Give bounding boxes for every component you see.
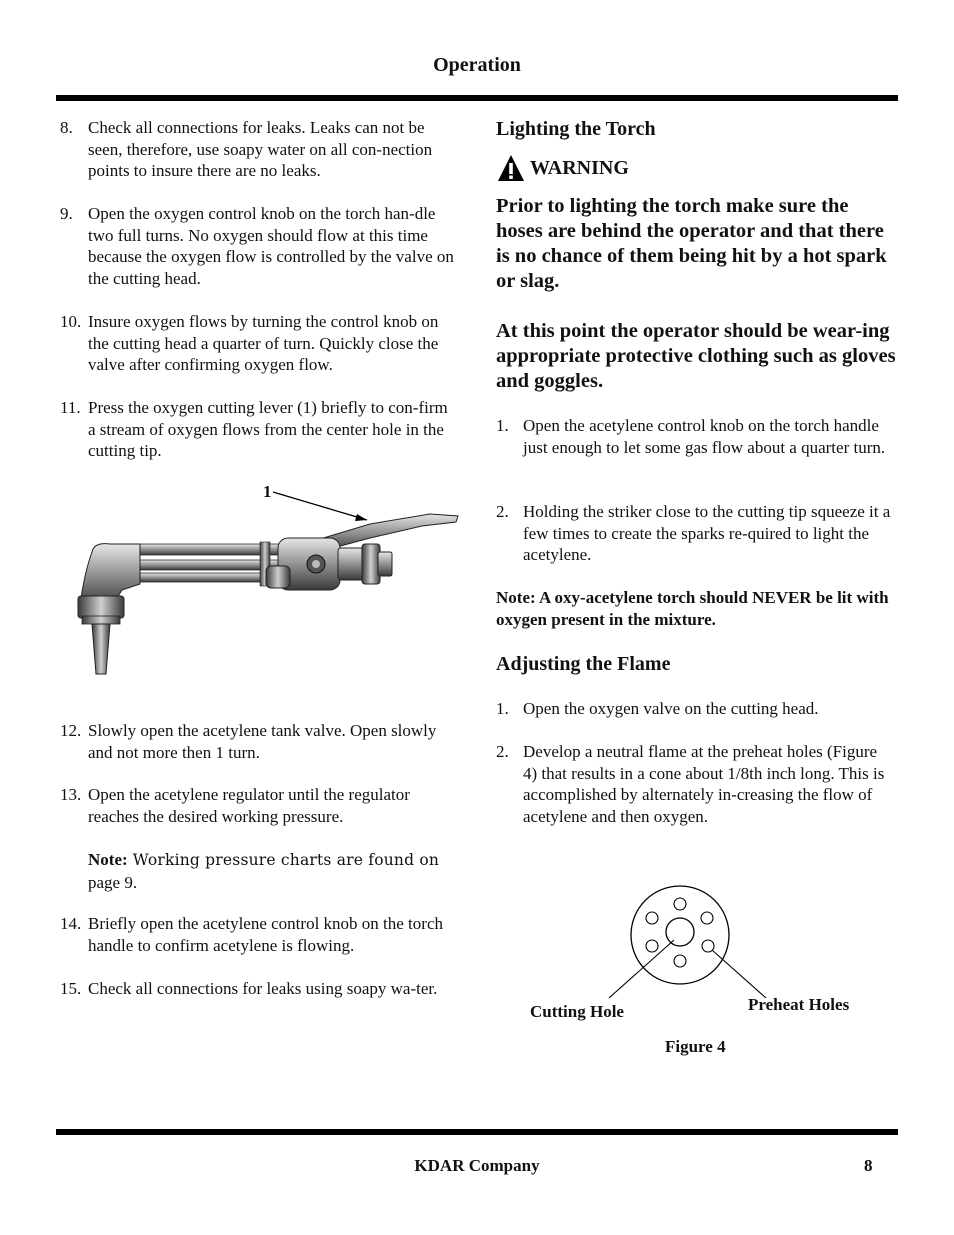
step-text: Insure oxygen flows by turning the control knob on the cutting head a quarter of turn. Quickly close the valve after confirming oxygen flow. bbox=[88, 312, 439, 375]
step-11 bbox=[60, 397, 455, 463]
step-number: 13. bbox=[60, 785, 82, 804]
step-text: Open the oxygen valve on the cutting head. bbox=[523, 699, 819, 718]
preheat-hole bbox=[646, 940, 658, 952]
step-text: Develop a neutral flame at the preheat holes (Figure 4) that results in a cone about 1/8th inch long. This is accomplished by alternately in-creasing the flow of acetylene and then oxygen. bbox=[523, 742, 885, 827]
step-number: 2. bbox=[496, 742, 509, 761]
step-15 bbox=[60, 978, 455, 1022]
preheat-hole bbox=[646, 912, 658, 924]
step-9 bbox=[60, 203, 455, 291]
lighting-step-2 bbox=[496, 501, 896, 567]
torch-callout-number: 1 bbox=[263, 482, 272, 501]
preheat-leader bbox=[712, 950, 766, 998]
warning-text: Prior to lighting the torch make sure the hoses are behind the operator and that there is no chance of them being hit by a hot spark or slag. bbox=[496, 195, 887, 292]
warning-label: WARNING bbox=[530, 156, 629, 179]
warning-title bbox=[496, 153, 629, 183]
step-10 bbox=[60, 311, 455, 377]
callout-arrowhead bbox=[355, 514, 367, 521]
cutting-hole-leader bbox=[609, 940, 674, 998]
tip-face-diagram bbox=[600, 880, 780, 1010]
step-number: 11. bbox=[60, 398, 81, 417]
step-13 bbox=[60, 784, 455, 828]
note-text: Working pressure charts are found on bbox=[127, 851, 440, 869]
step-number: 12. bbox=[60, 721, 82, 740]
footer-rule bbox=[56, 1129, 898, 1135]
lighting-heading: Lighting the Torch bbox=[496, 118, 656, 140]
cutting-hole bbox=[666, 918, 694, 946]
step-number: 1. bbox=[496, 416, 509, 435]
flame-step-2 bbox=[496, 741, 896, 829]
adjusting-flame-heading: Adjusting the Flame bbox=[496, 653, 671, 675]
warning-triangle-icon bbox=[496, 153, 526, 183]
footer-company: KDAR Company bbox=[414, 1156, 540, 1175]
preheat-hole bbox=[674, 898, 686, 910]
step-12 bbox=[60, 720, 455, 764]
step-text: Check all connections for leaks. Leaks can not be seen, therefore, use soapy water on all con-nection points to insure there are no leaks. bbox=[88, 118, 433, 181]
protective-clothing-text: At this point the operator should be wear-ing appropriate protective clothing such as gloves and goggles. bbox=[496, 320, 896, 392]
cutting-hole-label: Cutting Hole bbox=[530, 1002, 624, 1021]
preheat-holes-label: Preheat Holes bbox=[748, 995, 850, 1014]
step-number: 9. bbox=[60, 204, 73, 223]
note-label: Note: bbox=[88, 850, 128, 869]
step-text: Open the oxygen control knob on the torch han-dle two full turns. No oxygen should flow at this time because the oxygen flow is controlled by the valve on the cutting head. bbox=[88, 204, 454, 289]
step-text: Check all connections for leaks using soapy wa-ter. bbox=[88, 979, 438, 998]
preheat-hole bbox=[701, 912, 713, 924]
flame-step-1 bbox=[496, 698, 896, 720]
step-text: Briefly open the acetylene control knob on the torch handle to confirm acetylene is flowing. bbox=[88, 914, 443, 955]
step-text: Press the oxygen cutting lever (1) briefly to con-firm a stream of oxygen flows from the center hole in the cutting tip. bbox=[88, 398, 448, 461]
step-8 bbox=[60, 117, 455, 183]
step-number: 14. bbox=[60, 914, 82, 933]
tip-outline bbox=[631, 886, 729, 984]
step-number: 15. bbox=[60, 979, 82, 998]
lighting-step-1 bbox=[496, 415, 896, 481]
step-13-note bbox=[88, 849, 456, 893]
page-header-title: Operation bbox=[433, 54, 521, 76]
never-lit-note: Note: A oxy-acetylene torch should NEVER be lit with oxygen present in the mixture. bbox=[496, 588, 889, 629]
step-number: 8. bbox=[60, 118, 73, 137]
step-text: Holding the striker close to the cutting tip squeeze it a few times to create the sparks re-quired to light the acetylene. bbox=[523, 502, 891, 565]
page-number: 8 bbox=[864, 1156, 873, 1175]
callout-leader-line bbox=[273, 492, 367, 520]
step-number: 1. bbox=[496, 699, 509, 718]
preheat-hole bbox=[674, 955, 686, 967]
step-number: 10. bbox=[60, 312, 82, 331]
header-rule bbox=[56, 95, 898, 101]
step-14 bbox=[60, 913, 455, 957]
figure-caption: Figure 4 bbox=[665, 1037, 726, 1056]
step-text: Open the acetylene control knob on the torch handle just enough to let some gas flow about a quarter turn. bbox=[523, 416, 886, 457]
step-text: Slowly open the acetylene tank valve. Open slowly and not more then 1 turn. bbox=[88, 721, 437, 762]
step-text: Open the acetylene regulator until the regulator reaches the desired working pressure. bbox=[88, 785, 410, 826]
note-text-continued: page 9. bbox=[88, 872, 138, 892]
cutting-torch-illustration bbox=[70, 478, 465, 683]
step-number: 2. bbox=[496, 502, 509, 521]
